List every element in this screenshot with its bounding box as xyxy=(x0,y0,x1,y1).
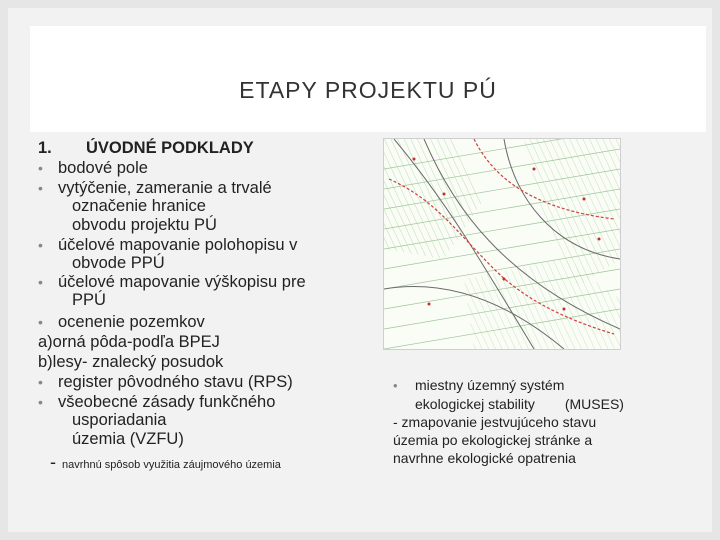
list-item-text: účelové mapovanie výškopisu pre xyxy=(58,273,306,291)
cadastral-map-image xyxy=(383,138,621,350)
list-item-continuation: usporiadania xyxy=(72,411,167,429)
list-item-continuation: územia (VZFU) xyxy=(72,430,184,448)
slide-title: ETAPY PROJEKTU PÚ xyxy=(239,77,497,103)
paragraph-line: b)lesy- znalecký posudok xyxy=(38,353,224,371)
bullet-icon: • xyxy=(38,314,43,330)
dash-note xyxy=(38,452,373,475)
list-item-text: bodové pole xyxy=(58,159,148,177)
list-item-text: ekologickej stability xyxy=(415,396,535,412)
title-box xyxy=(30,26,706,132)
list-item xyxy=(38,235,373,255)
bullet-icon: • xyxy=(38,180,43,196)
list-item-text: všeobecné zásady funkčného xyxy=(58,393,276,411)
list-item-continuation: obvode PPÚ xyxy=(72,254,165,272)
list-item-text: register pôvodného stavu (RPS) xyxy=(58,373,293,391)
list-item-text: ocenenie pozemkov xyxy=(58,313,205,331)
dash-glyph: - xyxy=(50,452,56,472)
map-drawing xyxy=(384,139,620,349)
bullet-icon: • xyxy=(38,274,43,290)
bullet-icon: • xyxy=(38,374,43,390)
list-item-continuation: označenie hranice xyxy=(72,197,206,215)
paragraph-line: a)orná pôda-podľa BPEJ xyxy=(38,333,220,351)
list-item-text: vytýčenie, zameranie a trvalé xyxy=(58,179,272,197)
list-item-continuation: PPÚ xyxy=(72,291,106,309)
list-item xyxy=(38,178,373,198)
bullet-icon: • xyxy=(393,378,398,393)
list-item xyxy=(38,272,373,292)
paragraph-line: - zmapovanie jestvujúceho stavu xyxy=(393,414,597,430)
paragraph-line: územia po ekologickej stránke a xyxy=(393,432,593,448)
heading xyxy=(38,138,373,158)
list-item-continuation xyxy=(393,395,693,413)
list-item xyxy=(38,312,373,332)
list-item xyxy=(38,372,373,392)
right-content xyxy=(393,376,693,467)
list-item xyxy=(38,158,373,178)
heading-text: ÚVODNÉ PODKLADY xyxy=(86,139,254,157)
list-item-text: účelové mapovanie polohopisu v xyxy=(58,236,298,254)
paragraph-line: navrhne ekologické opatrenia xyxy=(393,450,576,466)
list-item xyxy=(38,392,373,412)
list-item xyxy=(393,376,693,395)
bullet-icon: • xyxy=(38,237,43,253)
bullet-icon: • xyxy=(38,394,43,410)
list-item-text: (MUSES) xyxy=(564,396,624,412)
dash-note-text: navrhnú spôsob využitia záujmového územia xyxy=(62,459,281,471)
left-content xyxy=(38,138,373,475)
heading-number: 1. xyxy=(38,139,52,157)
list-item-text: miestny územný systém xyxy=(415,377,565,393)
list-item-continuation: obvodu projektu PÚ xyxy=(72,216,217,234)
bullet-icon: • xyxy=(38,160,43,176)
